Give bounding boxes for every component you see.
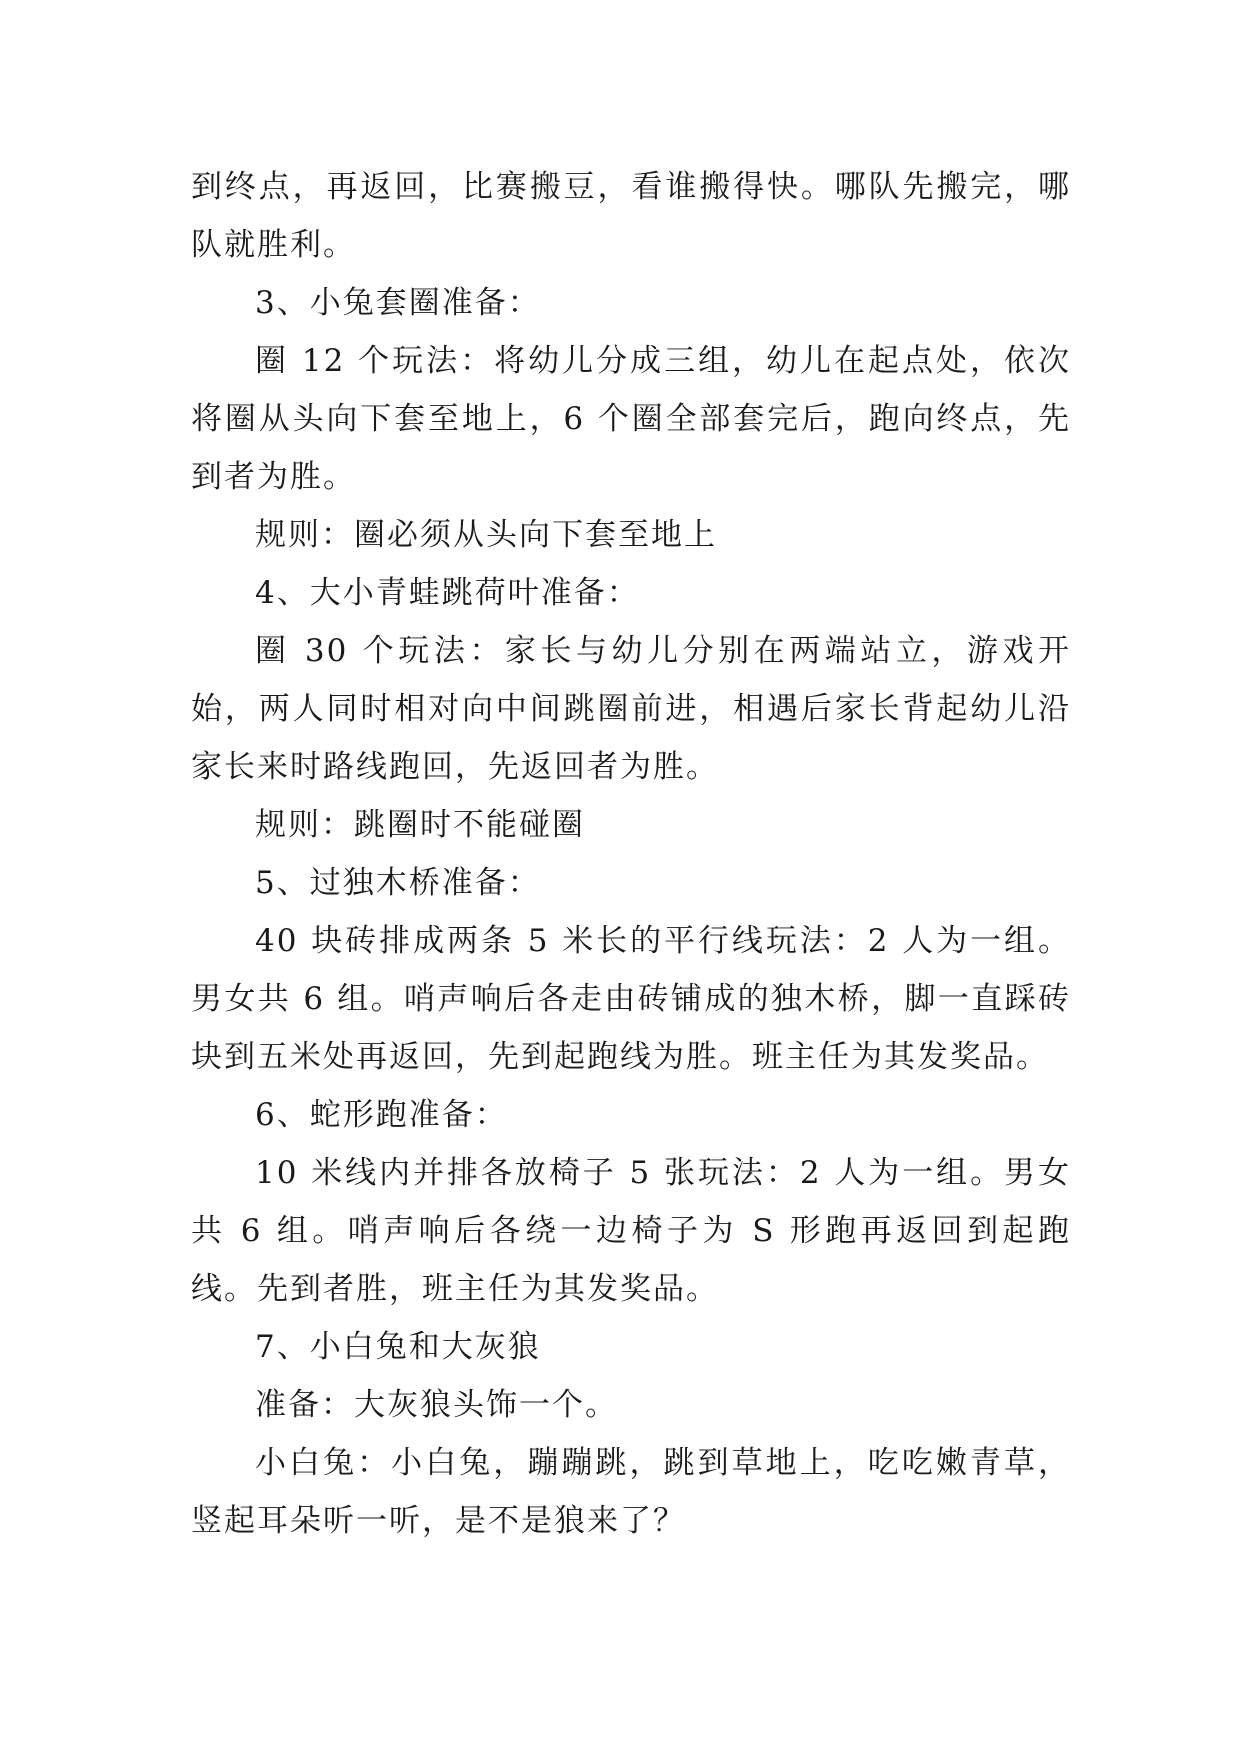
paragraph-continuation: 到终点，再返回，比赛搬豆，看谁搬得快。哪队先搬完，哪队就胜利。 bbox=[191, 169, 1071, 263]
paragraph-game-3-rules-play: 圈 12 个玩法：将幼儿分成三组，幼儿在起点处，依次将圈从头向下套至地上，6 个圈全部套完后，跑向终点，先到者为胜。 bbox=[191, 343, 1071, 495]
heading-game-5: 5、过独木桥准备： bbox=[255, 865, 541, 901]
heading-game-4: 4、大小青蛙跳荷叶准备： bbox=[255, 575, 640, 611]
paragraph-game-4-rule: 规则：跳圈时不能碰圈 bbox=[255, 807, 585, 843]
heading-game-6: 6、蛇形跑准备： bbox=[255, 1097, 508, 1133]
heading-game-3: 3、小兔套圈准备： bbox=[255, 285, 541, 321]
document-body bbox=[191, 158, 1071, 1550]
paragraph-game-7-prep: 准备：大灰狼头饰一个。 bbox=[255, 1387, 618, 1423]
heading-game-7: 7、小白兔和大灰狼 bbox=[255, 1329, 541, 1365]
paragraph-game-5-play: 40 块砖排成两条 5 米长的平行线玩法：2 人为一组。男女共 6 组。哨声响后各走由砖铺成的独木桥，脚一直踩砖块到五米处再返回，先到起跑线为胜。班主任为其发奖品。 bbox=[191, 923, 1071, 1075]
paragraph-game-6-play: 10 米线内并排各放椅子 5 张玩法：2 人为一组。男女共 6 组。哨声响后各绕一边椅子为 S 形跑再返回到起跑线。先到者胜，班主任为其发奖品。 bbox=[191, 1155, 1071, 1307]
paragraph-game-3-rule: 规则：圈必须从头向下套至地上 bbox=[255, 517, 717, 553]
paragraph-game-7-rhyme: 小白兔：小白兔，蹦蹦跳，跳到草地上，吃吃嫩青草，竖起耳朵听一听，是不是狼来了？ bbox=[191, 1445, 1071, 1539]
paragraph-game-4-play: 圈 30 个玩法：家长与幼儿分别在两端站立，游戏开始，两人同时相对向中间跳圈前进，相遇后家长背起幼儿沿家长来时路线跑回，先返回者为胜。 bbox=[191, 633, 1071, 785]
